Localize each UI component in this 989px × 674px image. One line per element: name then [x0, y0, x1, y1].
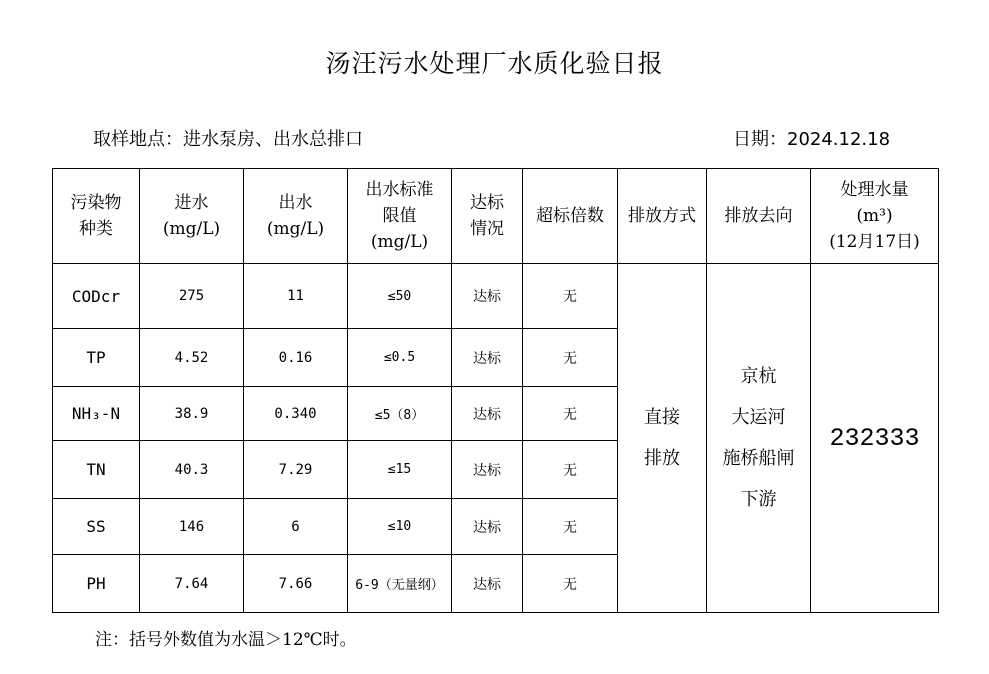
- discharge-dest-text: 下游: [740, 489, 777, 510]
- header-compliance: [452, 169, 523, 264]
- header-pollutant: [53, 169, 140, 264]
- outflow-value: 0.16: [244, 329, 348, 387]
- header-volume: [811, 169, 939, 264]
- pollutant-name: TP: [53, 329, 140, 387]
- limit-value: ≤10: [348, 499, 452, 555]
- header-text: 处理水量: [840, 180, 909, 200]
- inflow-value: 4.52: [140, 329, 244, 387]
- outflow-value: 7.66: [244, 555, 348, 613]
- outflow-value: 11: [244, 264, 348, 329]
- outflow-value: 0.340: [244, 387, 348, 441]
- header-limit: [348, 169, 452, 264]
- pollutant-name: SS: [53, 499, 140, 555]
- compliance-status: 达标: [452, 555, 523, 613]
- sampling-location: 取样地点：进水泵房、出水总排口: [93, 129, 363, 150]
- header-discharge-method: 排放方式: [618, 169, 707, 264]
- header-exceed: 超标倍数: [523, 169, 618, 264]
- compliance-status: 达标: [452, 441, 523, 499]
- footnote: 注：括号外数值为水温＞12℃时。: [95, 630, 357, 650]
- limit-value: ≤50: [348, 264, 452, 329]
- limit-value: ≤0.5: [348, 329, 452, 387]
- exceed-multiple: 无: [523, 329, 618, 387]
- compliance-status: 达标: [452, 499, 523, 555]
- inflow-value: 275: [140, 264, 244, 329]
- limit-value: ≤15: [348, 441, 452, 499]
- header-text: (12月17日): [829, 232, 920, 252]
- compliance-status: 达标: [452, 387, 523, 441]
- header-text: 污染物: [70, 193, 122, 213]
- header-text: (m³): [856, 206, 893, 226]
- exceed-multiple: 无: [523, 441, 618, 499]
- header-text: 情况: [470, 219, 504, 239]
- inflow-value: 146: [140, 499, 244, 555]
- table-header-row: [53, 169, 939, 264]
- discharge-method-text: 排放: [644, 448, 680, 469]
- exceed-multiple: 无: [523, 387, 618, 441]
- header-discharge-dest: 排放去向: [707, 169, 811, 264]
- compliance-status: 达标: [452, 329, 523, 387]
- inflow-value: 40.3: [140, 441, 244, 499]
- limit-value: ≤5（8）: [348, 387, 452, 441]
- pollutant-name: CODcr: [53, 264, 140, 329]
- header-text: 限值: [382, 206, 417, 226]
- discharge-method-cell: [618, 264, 707, 613]
- header-outflow: [244, 169, 348, 264]
- report-date: 日期：2024.12.18: [733, 129, 891, 150]
- discharge-dest-cell: [707, 264, 811, 613]
- report-title: 汤汪污水处理厂水质化验日报: [325, 49, 664, 78]
- limit-value: 6-9（无量纲）: [348, 555, 452, 613]
- header-text: 出水标准: [365, 180, 434, 200]
- header-text: (mg/L): [370, 232, 429, 252]
- compliance-status: 达标: [452, 264, 523, 329]
- exceed-multiple: 无: [523, 264, 618, 329]
- inflow-value: 38.9: [140, 387, 244, 441]
- header-text: 出水: [278, 193, 313, 213]
- header-text: (mg/L): [266, 219, 325, 239]
- outflow-value: 7.29: [244, 441, 348, 499]
- treated-volume-value: 232333: [811, 264, 939, 613]
- pollutant-name: TN: [53, 441, 140, 499]
- header-inflow: [140, 169, 244, 264]
- discharge-dest-text: 京杭: [740, 366, 777, 387]
- pollutant-name: NH₃-N: [53, 387, 140, 441]
- header-text: 进水: [174, 193, 209, 213]
- table-row: [53, 264, 939, 329]
- exceed-multiple: 无: [523, 555, 618, 613]
- exceed-multiple: 无: [523, 499, 618, 555]
- inflow-value: 7.64: [140, 555, 244, 613]
- discharge-dest-text: 施桥船闸: [722, 448, 795, 469]
- outflow-value: 6: [244, 499, 348, 555]
- header-text: 达标: [470, 193, 504, 213]
- header-text: (mg/L): [162, 219, 221, 239]
- header-text: 种类: [79, 219, 113, 239]
- discharge-dest-text: 大运河: [731, 407, 786, 428]
- pollutant-name: PH: [53, 555, 140, 613]
- water-quality-table: [52, 168, 939, 613]
- discharge-method-text: 直接: [644, 407, 680, 428]
